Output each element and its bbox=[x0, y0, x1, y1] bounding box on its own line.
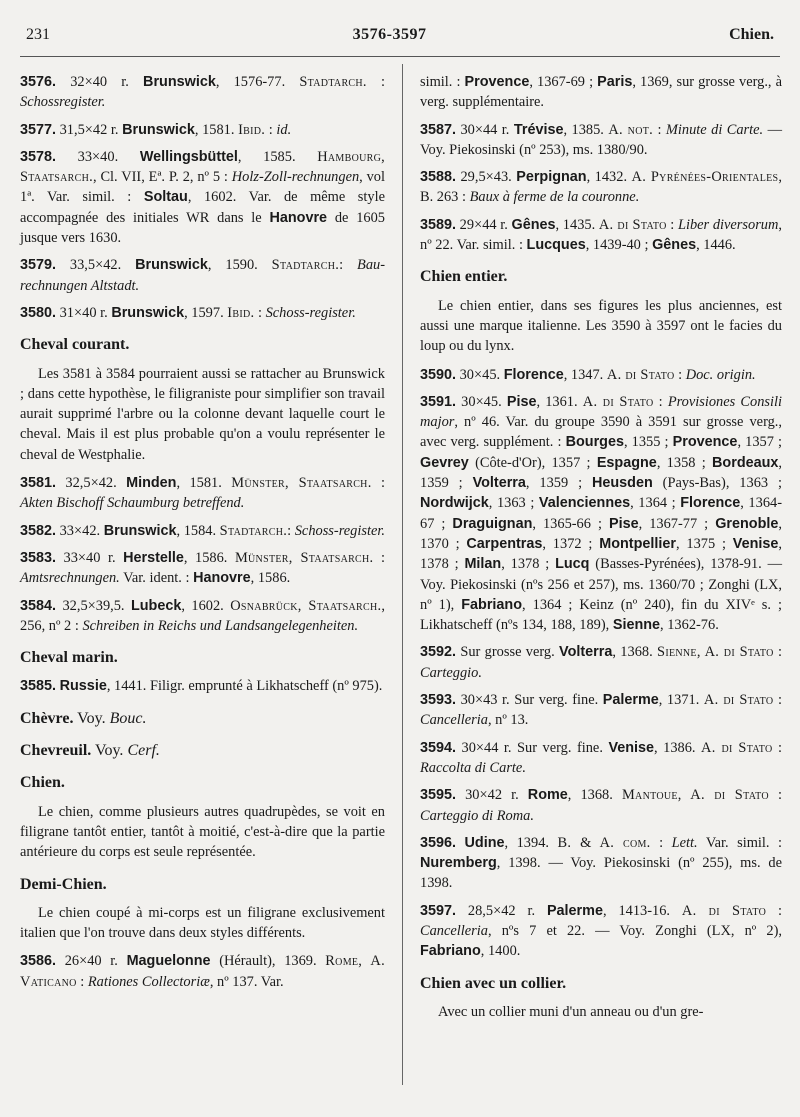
entry-text: , 1446. bbox=[696, 237, 736, 254]
catalog-entry bbox=[420, 785, 782, 826]
entry-text: : bbox=[674, 366, 686, 383]
entry-text: , 1602. bbox=[181, 597, 231, 614]
document-title: Raccolta di Carte. bbox=[420, 759, 526, 776]
entry-text: , 1398. — Voy. Piekosinski (nº 255), ms. de 1398. bbox=[420, 855, 782, 892]
document-title: Carteggio di Roma. bbox=[420, 807, 534, 824]
place-name: Russie bbox=[59, 678, 107, 695]
document-title: id. bbox=[276, 121, 292, 138]
entry-number: 3578. bbox=[20, 148, 57, 165]
entry-text: , 1369, sur grosse verg., à verg. supplémentaire. bbox=[420, 74, 782, 111]
entry-text: 30×43 r. Sur verg. fine. bbox=[456, 692, 603, 709]
entry-text: , 1355 ; bbox=[623, 434, 673, 451]
catalog-entry bbox=[20, 548, 385, 589]
entry-text: , 1363 ; bbox=[488, 495, 539, 512]
catalog-entry bbox=[420, 642, 782, 683]
entry-text: , 1386. bbox=[654, 739, 702, 756]
section-heading-text: Chien. bbox=[20, 774, 65, 792]
entry-text: , 1370 ; bbox=[420, 515, 782, 552]
entry-text: , 1361. bbox=[536, 393, 583, 410]
catalog-entry bbox=[420, 365, 782, 385]
cross-reference-target: Bouc. bbox=[109, 709, 147, 727]
section-heading-text: Cheval courant. bbox=[20, 336, 130, 354]
archive-source: A. di Stato bbox=[582, 393, 654, 410]
entry-text: Var. ident. : bbox=[119, 570, 194, 587]
entry-number: 3589. bbox=[420, 216, 457, 233]
place-name: Carpentras bbox=[466, 535, 543, 552]
place-name: Gênes bbox=[511, 216, 556, 233]
entry-number: 3579. bbox=[20, 257, 57, 274]
catalog-entry bbox=[20, 255, 385, 296]
document-title: Minute di Carte. bbox=[665, 121, 764, 138]
entry-text: : bbox=[653, 121, 666, 138]
entry-number: 3594. bbox=[420, 739, 457, 756]
entry-text: : bbox=[653, 393, 668, 410]
entry-text: 29,5×43. bbox=[456, 169, 517, 186]
entry-text: , 1367-77 ; bbox=[638, 515, 716, 532]
section-paragraph: Les 3581 à 3584 pourraient aussi se rattacher au Brunswick ; dans cette hypothèse, le filigraniste pour simplifier son travail aurait supprimé l'arbre ou la colonne devant laquelle court le cheval. Mais il est plus probable qu'on a voulu représenter le cheval de Westphalie. bbox=[20, 365, 385, 463]
section-paragraph: Avec un collier muni d'un anneau ou d'un gre- bbox=[438, 1003, 704, 1020]
entry-text bbox=[456, 835, 465, 851]
document-title: Amtsrechnungen. bbox=[20, 570, 120, 587]
entry-text: , 1367-69 ; bbox=[529, 74, 598, 90]
entry-text: (Hérault), 1369. bbox=[210, 953, 326, 970]
entry-text: , 1400. bbox=[480, 943, 521, 960]
entry-text: : bbox=[371, 475, 385, 492]
archive-source: Münster, Staatsarch. bbox=[231, 475, 372, 492]
place-name: Lucq bbox=[555, 556, 590, 573]
entry-text: 33×40 r. bbox=[56, 549, 124, 566]
entry-text: , 1432. bbox=[586, 169, 632, 186]
place-name: Nordwijck bbox=[420, 495, 489, 512]
place-name: Maguelonne bbox=[126, 953, 211, 970]
entry-text: 32×40 r. bbox=[56, 74, 144, 90]
entry-number: 3577. bbox=[20, 121, 57, 138]
archive-source: A. di Stato bbox=[606, 366, 675, 383]
document-title: Provisiones Consili major bbox=[420, 393, 782, 431]
entry-number: 3576. bbox=[20, 74, 57, 90]
entry-text: 30×44 r. Sur verg. fine. bbox=[456, 739, 609, 756]
archive-source: Stadtarch. bbox=[219, 522, 288, 539]
cross-reference: Voy. bbox=[73, 709, 110, 727]
archive-source: Hambourg, Staatsarch. bbox=[20, 148, 385, 186]
entry-text: : bbox=[650, 834, 672, 851]
place-name: Gênes bbox=[652, 237, 697, 254]
place-name: Bordeaux bbox=[712, 454, 779, 471]
entry-text: , nº 46. Var. du groupe 3590 à 3591 sur grosse verg., avec verg. supplément. : bbox=[420, 414, 782, 451]
entry-text: , 1371. bbox=[658, 692, 704, 709]
entry-text: , 1439-40 ; bbox=[585, 237, 653, 254]
place-name: Wellingsbüttel bbox=[139, 148, 238, 165]
entry-text: 33×40. bbox=[56, 148, 140, 165]
entry-text: Sur grosse verg. bbox=[456, 644, 560, 661]
entry-text: , 1585. bbox=[237, 148, 318, 165]
catalog-entry bbox=[420, 120, 782, 161]
section-paragraph: Le chien, comme plusieurs autres quadrupèdes, se voit en filigrane tantôt entier, tantôt à moitié, c'est-à-dire que la partie antérieure du corps est seule représentée. bbox=[20, 803, 385, 861]
entry-text: : bbox=[373, 549, 385, 566]
place-name: Lubeck bbox=[130, 597, 182, 614]
place-name: Volterra bbox=[559, 644, 613, 661]
archive-source: Stadtarch. bbox=[271, 257, 340, 274]
document-title: Schoss-register. bbox=[265, 304, 356, 321]
document-title: Schoss-register. bbox=[294, 522, 385, 539]
document-title: Akten Bischoff Schaumburg betreffend. bbox=[20, 495, 245, 512]
entry-text: : bbox=[773, 692, 782, 709]
entry-text: : bbox=[339, 257, 358, 274]
place-name: Valenciennes bbox=[538, 495, 631, 512]
catalog-entry bbox=[420, 167, 782, 208]
section-paragraph: Le chien entier, dans ses figures les plus anciennes, est aussi une marque italienne. Les 3590 à 3597 ont le facies du loup ou du lynx. bbox=[420, 297, 782, 355]
entry-text: , 1357 ; bbox=[737, 434, 783, 451]
section-heading bbox=[20, 773, 385, 793]
header-rule bbox=[20, 56, 780, 57]
entry-text: simil. : bbox=[420, 74, 465, 90]
archive-source: A. di Stato bbox=[701, 739, 773, 756]
entry-text: 32,5×39,5. bbox=[56, 597, 131, 614]
catalog-entry bbox=[420, 901, 782, 962]
document-title: Liber diversorum bbox=[677, 216, 779, 233]
entry-number: 3582. bbox=[20, 522, 57, 539]
entry-number: 3592. bbox=[420, 644, 457, 661]
archive-source: Stadtarch. bbox=[299, 74, 367, 90]
place-name: Fabriano bbox=[420, 943, 481, 960]
entry-text: , vol 1ª. Var. simil. : bbox=[20, 169, 385, 206]
section-heading-text: Chien entier. bbox=[420, 268, 508, 286]
cross-reference-target: Cerf. bbox=[127, 742, 160, 760]
place-name: Brunswick bbox=[111, 304, 185, 321]
page-header bbox=[26, 26, 774, 50]
document-title: Schossregister. bbox=[20, 94, 106, 111]
document-title: Cancelleria bbox=[420, 922, 488, 939]
entry-text: , 1364-67 ; bbox=[420, 495, 783, 532]
place-name: Volterra bbox=[472, 475, 526, 492]
document-title: Cancelleria bbox=[420, 712, 488, 729]
catalog-entry bbox=[20, 951, 385, 992]
catalog-entry bbox=[20, 596, 385, 637]
entry-number: 3596. bbox=[420, 834, 457, 851]
entry-text: — Voy. Piekosinski (nº 253), ms. 1380/90. bbox=[420, 121, 782, 158]
entry-text: 28,5×42 r. bbox=[456, 902, 547, 919]
entry-number: 3581. bbox=[20, 475, 57, 492]
section-heading bbox=[20, 741, 385, 761]
archive-source: Osnabrück, Staatsarch. bbox=[230, 597, 382, 614]
left-column bbox=[20, 72, 385, 999]
entry-number: 3588. bbox=[420, 169, 457, 186]
entry-number: 3597. bbox=[420, 902, 457, 919]
entry-text: , Cl. VII, Eª. P. 2, nº 5 : bbox=[93, 169, 232, 186]
entry-number: 3583. bbox=[20, 549, 57, 566]
entry-number: 3585. bbox=[20, 678, 57, 695]
entry-text: de 1605 jusque vers 1630. bbox=[20, 209, 386, 247]
entry-text: , 1435. bbox=[555, 216, 599, 233]
entry-text: , 1581. bbox=[194, 121, 239, 138]
entry-text: : bbox=[265, 121, 277, 138]
catalog-entry bbox=[20, 147, 385, 248]
entry-number: 3587. bbox=[420, 121, 457, 138]
place-name: Pise bbox=[506, 393, 537, 410]
catalog-entry bbox=[20, 303, 385, 323]
entry-text: Var. simil. : bbox=[697, 834, 783, 851]
entry-text: : bbox=[287, 522, 295, 539]
entry-text: , 1362-76. bbox=[660, 617, 719, 634]
column-divider bbox=[402, 64, 403, 1085]
entry-text: , 1347. bbox=[563, 366, 607, 383]
archive-source: B. & A. com. bbox=[557, 834, 651, 851]
entry-number: 3593. bbox=[420, 692, 457, 709]
right-column bbox=[420, 72, 782, 1030]
catalog-entry bbox=[20, 521, 385, 541]
document-title: Bau-rechnungen Altstadt. bbox=[20, 257, 386, 294]
document-title: Baux à ferme de la couronne. bbox=[469, 189, 640, 206]
place-name: Minden bbox=[126, 475, 177, 492]
place-name: Provence bbox=[464, 74, 530, 90]
catalog-entry bbox=[420, 738, 782, 779]
catalog-entry bbox=[420, 215, 782, 256]
place-name: Heusden bbox=[591, 475, 653, 492]
section-heading bbox=[20, 875, 385, 895]
place-name: Gevrey bbox=[420, 454, 469, 471]
catalog-entry bbox=[20, 676, 385, 696]
entry-text: , 1385. bbox=[563, 121, 609, 138]
entry-text: 33,5×42. bbox=[56, 257, 136, 274]
entry-text: 30×45. bbox=[456, 393, 507, 410]
entry-text: 26×40 r. bbox=[56, 953, 127, 970]
place-name: Palerme bbox=[546, 902, 603, 919]
place-name: Rome bbox=[527, 787, 568, 804]
entry-text: : bbox=[772, 739, 782, 756]
place-name: Espagne bbox=[596, 454, 657, 471]
entry-text: , 1602. Var. de même style accompagnée des initiales WR dans le bbox=[20, 189, 385, 226]
entry-text: , 256, nº 2 : bbox=[20, 597, 386, 634]
section-heading-text: Chevreuil. bbox=[20, 742, 92, 760]
catalog-entry bbox=[20, 72, 385, 113]
place-name: Provence bbox=[672, 434, 738, 451]
entry-text: 30×45. bbox=[456, 366, 504, 383]
place-name: Palerme bbox=[602, 692, 659, 709]
place-name: Grenoble bbox=[715, 515, 779, 532]
entry-text: , 1586. bbox=[183, 549, 235, 566]
entry-text: , 1364 ; bbox=[630, 495, 681, 512]
entry-text: , 1584. bbox=[176, 522, 220, 539]
page-number: 231 bbox=[26, 26, 50, 43]
section-heading bbox=[20, 709, 385, 729]
place-name: Venise bbox=[732, 535, 779, 552]
place-name: Trévise bbox=[513, 121, 564, 138]
place-name: Pise bbox=[608, 515, 639, 532]
section-heading-text: Chèvre. bbox=[20, 709, 74, 727]
entry-text: , 1365-66 ; bbox=[532, 515, 609, 532]
document-title: Holz-Zoll-rechnungen bbox=[231, 169, 360, 186]
section-heading bbox=[420, 974, 782, 994]
archive-source: A. Pyrénées-Orientales bbox=[631, 169, 779, 186]
entry-text: , nº 13. bbox=[487, 712, 529, 729]
place-name: Brunswick bbox=[143, 74, 216, 90]
archive-source: A. di Stato bbox=[681, 902, 767, 919]
archive-source: Mantoue, A. di Stato bbox=[621, 787, 769, 804]
document-title: Rationes Collectoriæ bbox=[87, 973, 210, 990]
entry-text: , 1359 ; bbox=[525, 475, 592, 492]
entry-text: , nº 22. Var. simil. : bbox=[420, 216, 782, 254]
section-heading-text: Demi-Chien. bbox=[20, 875, 107, 893]
entry-text: 31,5×42 r. bbox=[56, 121, 123, 138]
place-name: Udine bbox=[464, 834, 505, 851]
place-name: Brunswick bbox=[135, 257, 208, 274]
entry-text: 30×44 r. bbox=[456, 121, 514, 138]
place-name: Draguignan bbox=[452, 515, 533, 532]
archive-source: A. not. bbox=[608, 121, 654, 138]
entry-text: 33×42. bbox=[56, 522, 104, 539]
place-name: Lucques bbox=[526, 237, 586, 254]
entry-text: (Côte-d'Or), 1357 ; bbox=[468, 454, 597, 471]
section-heading bbox=[20, 648, 385, 668]
place-name: Bourges bbox=[565, 434, 624, 451]
entry-number: 3591. bbox=[420, 393, 457, 410]
archive-source: Sienne, A. di Stato bbox=[657, 644, 774, 661]
entry-text: , 1368. bbox=[612, 644, 658, 661]
place-name: Hanovre bbox=[193, 570, 251, 587]
entry-text: , nºs 7 et 22. — Voy. Zonghi (LX, nº 2), bbox=[487, 922, 782, 939]
place-name: Venise bbox=[608, 739, 655, 756]
document-title: Doc. origin. bbox=[685, 366, 756, 383]
entry-text: , 1375 ; bbox=[675, 535, 733, 552]
section-heading bbox=[420, 267, 782, 287]
place-name: Montpellier bbox=[599, 535, 676, 552]
entry-number: 3595. bbox=[420, 787, 457, 804]
entry-text: : bbox=[254, 304, 266, 321]
entry-text: (Basses-Pyrénées), 1378-91. — Voy. Piekosinski (nºs 256 et 257), ms. 1360/70 ; Zonghi (LX, nº 1), bbox=[420, 556, 783, 613]
entry-text: : bbox=[766, 902, 782, 919]
running-title: Chien. bbox=[729, 26, 774, 43]
place-name: Florence bbox=[503, 366, 564, 383]
entry-text: 31×40 r. bbox=[56, 304, 112, 321]
place-name: Perpignan bbox=[516, 169, 587, 186]
catalog-entry bbox=[20, 473, 385, 514]
catalog-entry bbox=[420, 392, 782, 636]
entry-number: 3590. bbox=[420, 366, 457, 383]
entry-text: , 1413-16. bbox=[602, 902, 682, 919]
catalog-entry bbox=[420, 690, 782, 731]
place-name: Brunswick bbox=[103, 522, 177, 539]
entry-text: (Pays-Bas), 1363 ; bbox=[652, 475, 782, 492]
entry-text: , 1378 ; bbox=[501, 556, 556, 573]
catalog-entry bbox=[420, 833, 782, 894]
archive-source: Münster, Staatsarch. bbox=[234, 549, 374, 566]
section-paragraph: Le chien coupé à mi-corps est un filigrane exclusivement italien que l'on trouve dans deux styles différents. bbox=[20, 904, 385, 942]
entry-text: , 1358 ; bbox=[656, 454, 713, 471]
document-title: Schreiben in Reichs und Landsangelegenheiten. bbox=[82, 617, 359, 634]
place-name: Milan bbox=[464, 556, 502, 573]
entry-text: , 1441. Filigr. emprunté à Likhatscheff (nº 975). bbox=[106, 678, 383, 695]
entry-text: , 1394. bbox=[504, 834, 558, 851]
place-name: Fabriano bbox=[461, 596, 523, 613]
place-name: Brunswick bbox=[122, 121, 195, 138]
archive-source: A. di Stato bbox=[598, 216, 667, 233]
entry-text: , 1586. bbox=[250, 570, 291, 587]
entry-text: : bbox=[768, 787, 782, 804]
entry-text: , 1576-77. bbox=[215, 74, 300, 90]
entry-text: , B. 263 : bbox=[420, 169, 783, 206]
archive-source: Rome, A. Vaticano bbox=[20, 953, 385, 990]
cross-reference: Voy. bbox=[91, 742, 128, 760]
section-heading-text: Cheval marin. bbox=[20, 649, 118, 667]
archive-source: Ibid. bbox=[227, 304, 255, 321]
place-name: Nuremberg bbox=[420, 855, 497, 872]
entry-number: 3584. bbox=[20, 597, 57, 614]
entry-text: 32,5×42. bbox=[56, 475, 127, 492]
catalog-entry bbox=[20, 120, 385, 140]
entry-text: , nº 137. Var. bbox=[209, 973, 284, 990]
place-name: Hanovre bbox=[269, 209, 328, 226]
document-title: Lett. bbox=[671, 834, 698, 851]
entry-text: , 1590. bbox=[207, 257, 272, 274]
section-heading bbox=[20, 335, 385, 355]
entry-text: : bbox=[366, 74, 385, 90]
place-name: Soltau bbox=[143, 189, 188, 206]
entry-text: , 1364 ; Keinz (nº 240), fin du XIVᵉ s. ; Likhatscheff (nºs 134, 188, 189), bbox=[420, 596, 782, 634]
place-name: Sienne bbox=[612, 617, 661, 634]
entry-text: , 1359 ; bbox=[420, 454, 783, 492]
entry-text: , 1597. bbox=[184, 304, 228, 321]
entry-text: 30×42 r. bbox=[456, 787, 528, 804]
entry-text: , 1372 ; bbox=[542, 535, 600, 552]
entry-text: : bbox=[76, 973, 88, 990]
archive-source: Ibid. bbox=[238, 121, 266, 138]
entry-text: , 1581. bbox=[176, 475, 232, 492]
entry-text: , 1378 ; bbox=[420, 535, 782, 573]
entry-text: , 1368. bbox=[567, 787, 622, 804]
place-name: Florence bbox=[680, 495, 741, 512]
place-name: Paris bbox=[597, 74, 633, 90]
entry-text: 29×44 r. bbox=[456, 216, 512, 233]
catalog-entry bbox=[420, 72, 782, 113]
section-heading-text: Chien avec un collier. bbox=[420, 974, 567, 992]
entry-text: : bbox=[773, 644, 783, 661]
archive-source: A. di Stato bbox=[703, 692, 774, 709]
document-title: Carteggio. bbox=[420, 664, 482, 681]
entry-text: : bbox=[666, 216, 678, 233]
entry-range: 3576-3597 bbox=[352, 26, 427, 43]
entry-number: 3586. bbox=[20, 953, 57, 970]
place-name: Herstelle bbox=[123, 549, 184, 566]
entry-number: 3580. bbox=[20, 304, 57, 321]
